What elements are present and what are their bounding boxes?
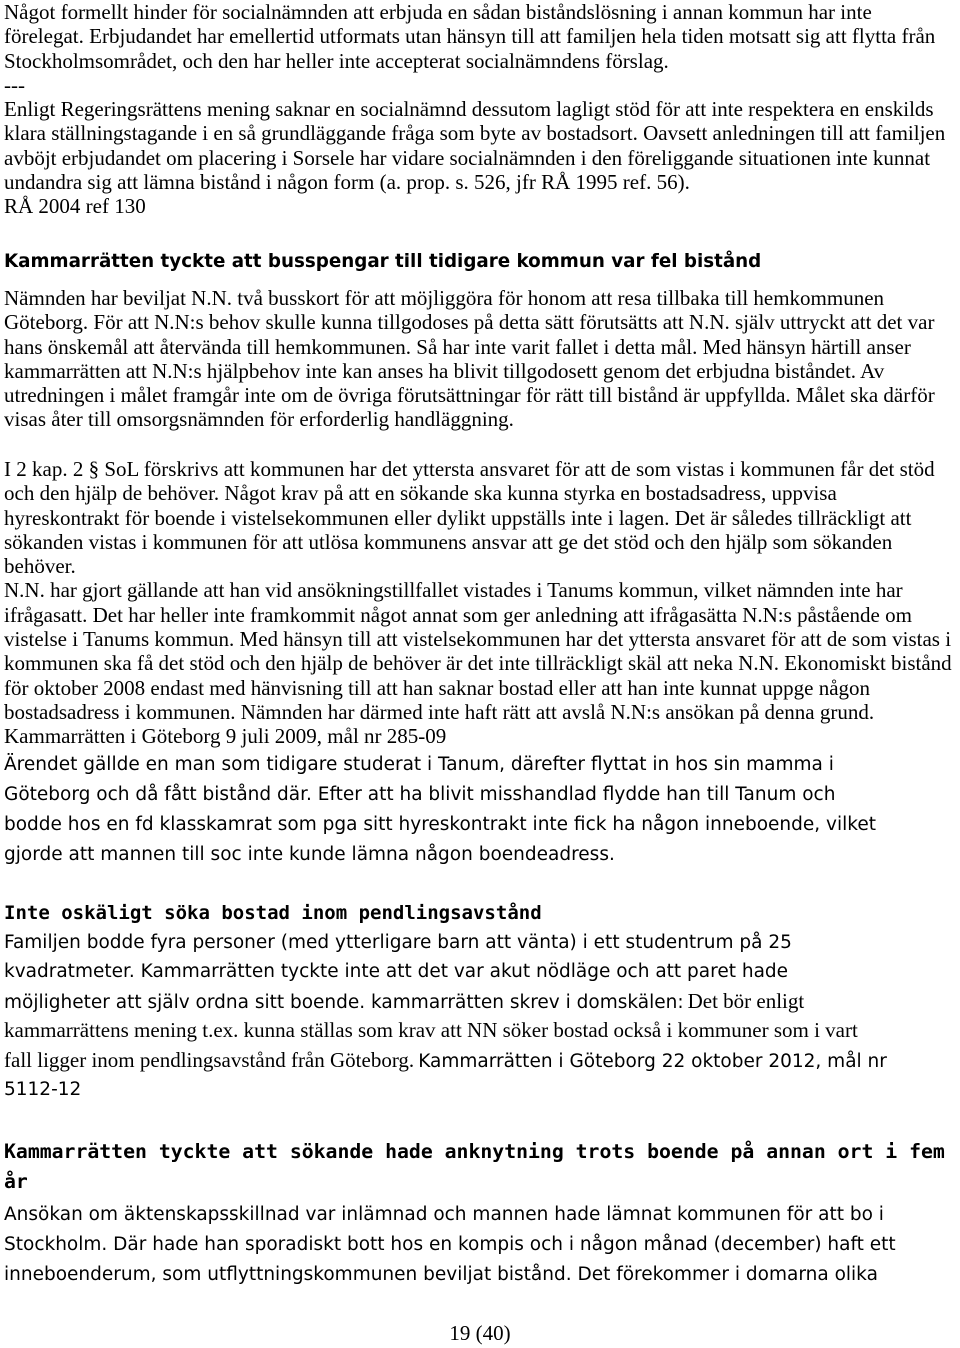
legal-text-block xyxy=(4,457,952,749)
case-citation: Kammarrätten i Göteborg 22 oktober 2012, mål nr xyxy=(418,1050,887,1072)
section-heading-text: år xyxy=(4,1170,28,1193)
paragraph-line: och den hjälp de behöver. Något krav på att en sökande ska kunna styrka en bostadsadress, uppvisa xyxy=(4,481,837,506)
paragraph-line: bostadsadress i kommunen. Nämnden har därmed inte haft rätt att avslå N.N:s ansökan på denna grund. xyxy=(4,699,875,724)
paragraph-line: Göteborg. För att N.N:s behov skulle kunna tillgodoses på detta sätt förutsätts att N.N. själv uttryckt att det var xyxy=(4,310,935,335)
paragraph-line: vistelse i Tanums kommun. Med hänsyn till att vistelsekommunen har det yttersta ansvaret för att de som vistas i xyxy=(4,627,952,652)
case-citation: Kammarrätten i Göteborg 9 juli 2009, mål nr 285-09 xyxy=(4,724,447,749)
intro-text-block xyxy=(4,0,945,219)
paragraph-line: hyreskontrakt för boende i vistelsekommunen eller dylikt uppställs inte i lagen. Det är således tillräckligt att xyxy=(4,505,912,530)
section-heading xyxy=(4,898,542,928)
omission-separator: --- xyxy=(4,72,25,97)
paragraph-line: I 2 kap. 2 § SoL förskrivs att kommunen har det yttersta ansvaret för att de som vistas i kommunen får det stöd xyxy=(4,457,935,481)
case-citation: 5112-12 xyxy=(4,1078,82,1100)
paragraph xyxy=(4,578,952,724)
paragraph-line xyxy=(4,1046,887,1075)
text-segment: Familjen bodde fyra personer (med ytterligare barn att vänta) i ett studentrum på 25 xyxy=(4,932,792,953)
paragraph xyxy=(4,457,952,578)
paragraph-line: gjorde att mannen till soc inte kunde lämna någon boendeadress. xyxy=(4,844,615,865)
text-segment: möjligheter att själv ordna sitt boende. kammarrätten skrev i domskälen: xyxy=(4,991,684,1013)
paragraph-line: förelegat. Erbjudandet har emellertid utformats utan hänsyn till att familjen hela tiden motsatt sig att flytta från xyxy=(4,24,936,49)
paragraph-line xyxy=(4,957,788,986)
paragraph-line: Ansökan om äktenskapsskillnad var inlämnad och mannen hade lämnat kommunen för att bo i xyxy=(4,1204,884,1225)
paragraph-line xyxy=(4,1016,858,1045)
section-heading-text: Kammarrätten tyckte att busspengar till tidigare kommun var fel bistånd xyxy=(4,251,762,272)
page-number: 19 (40) xyxy=(449,1321,511,1345)
paragraph-line: Enligt Regeringsrättens mening saknar en socialnämnd dessutom lagligt stöd för att inte respektera en enskilds xyxy=(4,97,934,122)
paragraph-line: behöver. xyxy=(4,554,76,579)
paragraph-line: hans önskemål att återvända till hemkommunen. Så har inte varit fallet i detta mål. Med hänsyn härtill anser xyxy=(4,334,911,359)
case-reference: RÅ 2004 ref 130 xyxy=(4,194,146,219)
paragraph-line: avböjt erbjudandet om placering i Sorsele har vidare socialnämnden i den föreliggande situationen inte kunnat xyxy=(4,145,931,170)
paragraph-line xyxy=(4,1075,81,1104)
paragraph-line: N.N. har gjort gällande att han vid ansökningstillfallet vistades i Tanums kommun, vilket nämnden inte har xyxy=(4,578,903,603)
paragraph-line: Något formellt hinder för socialnämnden att erbjuda en sådan biståndslösning i annan kommun har inte xyxy=(4,0,872,24)
quoted-text-segment: kammarrättens mening t.ex. kunna ställas som krav att NN söker bostad också i kommuner som i vart xyxy=(4,1018,858,1043)
paragraph-line: utredningen i målet framgår inte om de övriga förutsättningar för rätt till bistånd är uppfyllda. Målet ska därför xyxy=(4,383,935,408)
paragraph-line: Stockholmsområdet, och den har heller inte accepterat socialnämndens förslag. xyxy=(4,48,669,73)
paragraph-line: Ärendet gällde en man som tidigare studerat i Tanum, därefter flyttat in hos sin mamma i xyxy=(4,754,834,775)
paragraph-line: Nämnden har beviljat N.N. två busskort för att möjliggöra för honom att resa tillbaka till hemkommunen xyxy=(4,286,885,310)
paragraph-line: Göteborg och då fått bistånd där. Efter att ha blivit misshandlad flydde han till Tanum och xyxy=(4,784,836,805)
anknytning-text-block xyxy=(4,1200,896,1290)
section-heading xyxy=(4,1137,945,1197)
paragraph-line: undandra sig att lämna bistånd i någon form (a. prop. s. 526, jfr RÅ 1995 ref. 56). xyxy=(4,170,690,195)
paragraph-line: kommunen ska få det stöd och den hjälp de behöver är det inte tillräckligt skäl att neka N.N. Ekonomiskt bistånd xyxy=(4,651,952,676)
paragraph-line: sökanden vistas i kommunen för att utlösa kommunens ansvar att ge det stöd och den hjälp som sökanden xyxy=(4,529,893,554)
section-heading xyxy=(4,250,761,274)
paragraph-line xyxy=(4,928,792,957)
paragraph-line: för oktober 2008 endast med hänvisning till att han saknar bostad eller att han inte kunnat uppge någon xyxy=(4,675,871,700)
case-summary-block xyxy=(4,750,876,870)
section-heading-text: Kammarrätten tyckte att sökande hade anknytning trots boende på annan ort i fem xyxy=(4,1140,945,1163)
paragraph-line: visas åter till omsorgsnämnden för erforderlig handläggning. xyxy=(4,407,514,432)
paragraph-line: klara ställningstagande i en så grundläggande fråga som byte av bostadsort. Oavsett anledningen till att familjen xyxy=(4,121,946,146)
paragraph-line: ifrågasatt. Det har heller inte framkommit något annat som ger anledning att ifrågasätta N.N:s påstående om xyxy=(4,602,912,627)
text-segment: kvadratmeter. Kammarrätten tyckte inte att det var akut nödläge och att paret hade xyxy=(4,961,789,983)
paragraph-line xyxy=(4,987,804,1016)
section-heading-text: Inte oskäligt söka bostad inom pendlingsavstånd xyxy=(4,902,542,924)
busspengar-text-block xyxy=(4,286,935,432)
paragraph-line: Stockholm. Där hade han sporadiskt bott hos en kompis och i någon månad (december) haft ett xyxy=(4,1234,896,1255)
quoted-text-segment: fall ligger inom pendlingsavstånd från Göteborg. xyxy=(4,1047,415,1072)
quoted-text-segment: Det bör enligt xyxy=(687,988,805,1013)
paragraph-line: inneboenderum, som utflyttningskommunen beviljat bistånd. Det förekommer i domarna olika xyxy=(4,1264,878,1285)
paragraph-line: kammarrätten att N.N:s hjälpbehov inte kan anses ha blivit tillgodosett genom det erbjudna biståndet. Av xyxy=(4,358,885,383)
pendling-text-block xyxy=(4,928,887,1104)
paragraph-line: bodde hos en fd klasskamrat som pga sitt hyreskontrakt inte fick ha någon inneboende, vilket xyxy=(4,814,876,835)
